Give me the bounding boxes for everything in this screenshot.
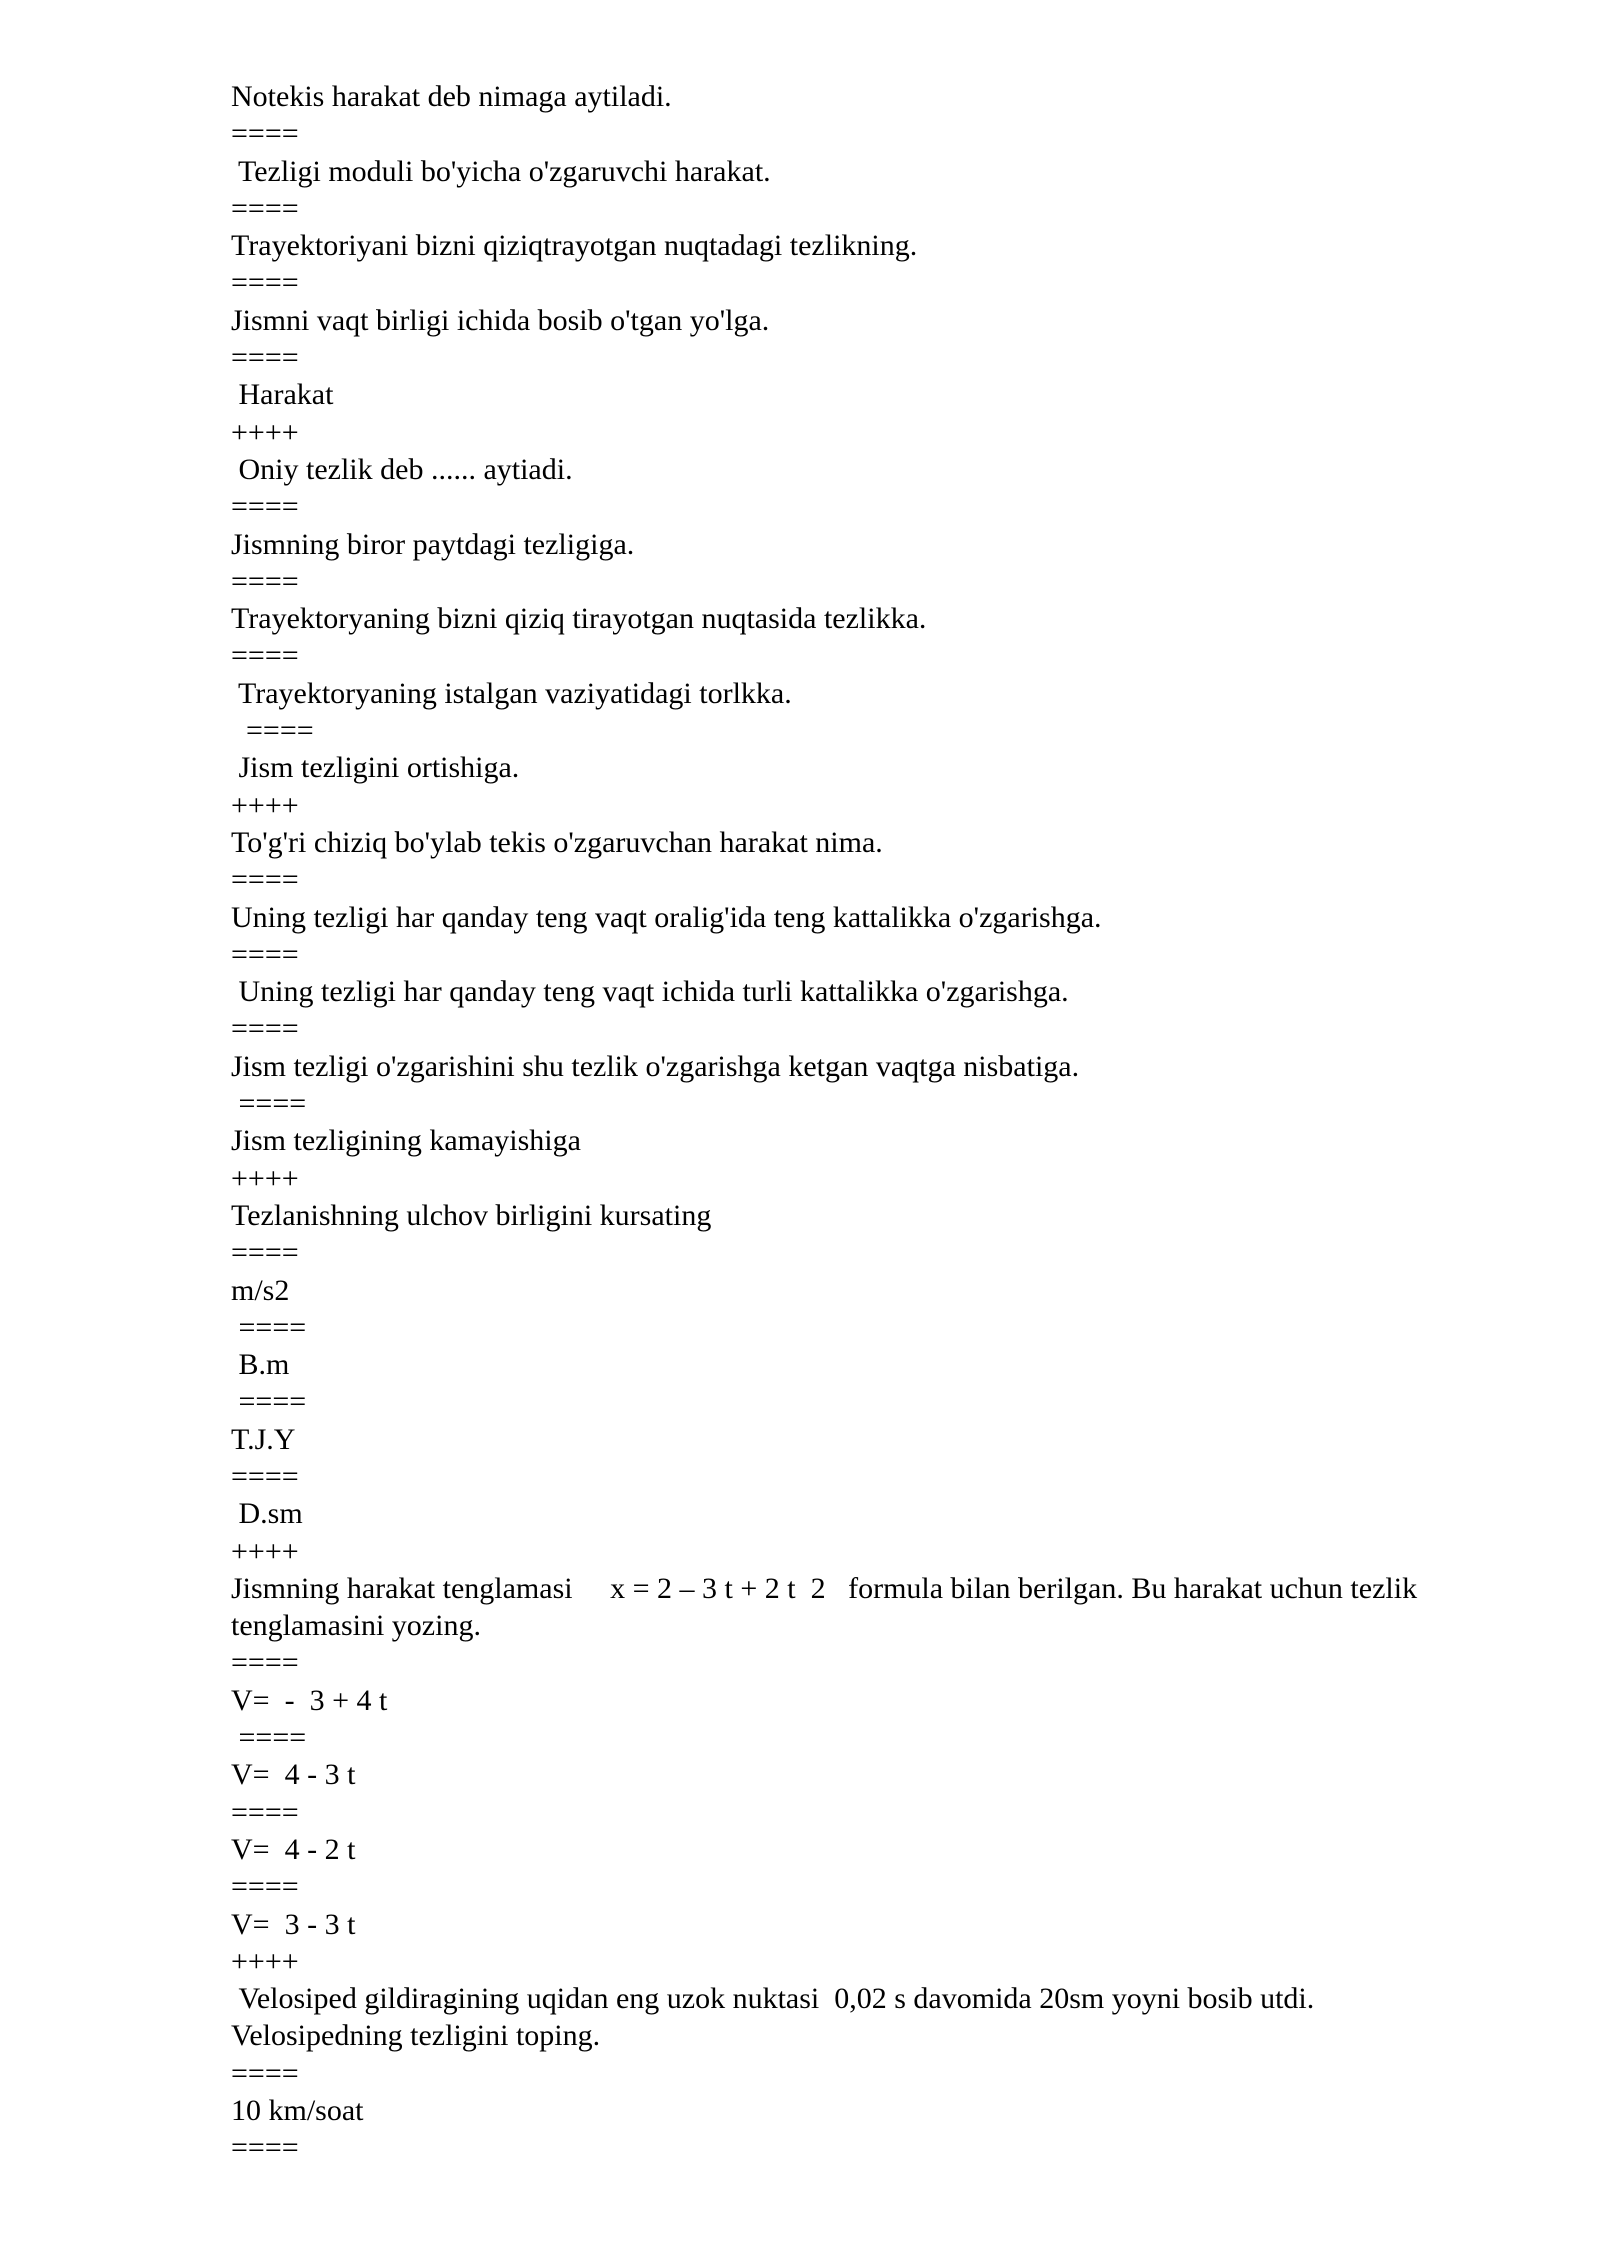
option-separator: ==== bbox=[231, 1385, 307, 1419]
option-separator: ==== bbox=[231, 937, 299, 971]
option-separator: ==== bbox=[231, 2056, 299, 2090]
answer-option: Harakat bbox=[231, 378, 334, 412]
answer-option: Jism tezligi o'zgarishini shu tezlik o'zgarishga ketgan vaqtga nisbatiga. bbox=[231, 1049, 1080, 1083]
answer-option: Jismning biror paytdagi tezligiga. bbox=[231, 527, 635, 561]
answer-option: V= - 3 + 4 t bbox=[231, 1683, 388, 1717]
option-separator: ==== bbox=[231, 490, 299, 524]
question-separator: ++++ bbox=[231, 788, 299, 822]
option-separator: ==== bbox=[231, 266, 299, 300]
document-body bbox=[231, 78, 1461, 2167]
answer-option: D.sm bbox=[231, 1497, 303, 1531]
option-separator: ==== bbox=[231, 341, 299, 375]
question-text: To'g'ri chiziq bo'ylab tekis o'zgaruvchan harakat nima. bbox=[231, 825, 883, 859]
answer-option: Trayektoryaning bizni qiziq tirayotgan nuqtasida tezlikka. bbox=[231, 602, 927, 636]
answer-option: 10 km/soat bbox=[231, 2094, 364, 2128]
question-separator: ++++ bbox=[231, 415, 299, 449]
option-separator: ==== bbox=[231, 863, 299, 897]
answer-option: Trayektoriyani bizni qiziqtrayotgan nuqtadagi tezlikning. bbox=[231, 229, 918, 263]
option-separator: ==== bbox=[231, 639, 299, 673]
option-separator: ==== bbox=[231, 1870, 299, 1904]
option-separator: ==== bbox=[231, 2131, 299, 2165]
question-separator: ++++ bbox=[231, 1534, 299, 1568]
answer-option: Jism tezligining kamayishiga bbox=[231, 1124, 581, 1158]
question-text: Jismning harakat tenglamasi x = 2 – 3 t + 2 t 2 formula bilan berilgan. Bu harakat uchun tezlik tenglamasini yozing. bbox=[231, 1571, 1425, 1643]
option-separator: ==== bbox=[231, 1087, 307, 1121]
option-separator: ==== bbox=[231, 1721, 307, 1755]
option-separator: ==== bbox=[231, 1310, 307, 1344]
answer-option: Jismni vaqt birligi ichida bosib o'tgan yo'lga. bbox=[231, 303, 770, 337]
answer-option: V= 4 - 2 t bbox=[231, 1832, 356, 1866]
option-separator: ==== bbox=[231, 714, 314, 748]
answer-option: V= 3 - 3 t bbox=[231, 1907, 356, 1941]
answer-option: m/s2 bbox=[231, 1273, 290, 1307]
answer-option: V= 4 - 3 t bbox=[231, 1758, 356, 1792]
question-text: Oniy tezlik deb ...... aytiadi. bbox=[231, 452, 573, 486]
option-separator: ==== bbox=[231, 1236, 299, 1270]
question-text: Velosiped gildiragining uqidan eng uzok nuktasi 0,02 s davomida 20sm yoyni bosib utdi. Velosipedning tezligini toping. bbox=[231, 1982, 1322, 2053]
answer-option: Uning tezligi har qanday teng vaqt ichida turli kattalikka o'zgarishga. bbox=[231, 975, 1069, 1009]
answer-option: Trayektoryaning istalgan vaziyatidagi torlkka. bbox=[231, 676, 792, 710]
question-separator: ++++ bbox=[231, 1161, 299, 1195]
answer-option: B.m bbox=[231, 1348, 290, 1382]
option-separator: ==== bbox=[231, 1459, 299, 1493]
option-separator: ==== bbox=[231, 117, 299, 151]
answer-option: T.J.Y bbox=[231, 1422, 296, 1456]
question-text: Notekis harakat deb nimaga aytiladi. bbox=[231, 80, 672, 113]
question-text: Tezlanishning ulchov birligini kursating bbox=[231, 1198, 712, 1232]
answer-option: Jism tezligini ortishiga. bbox=[231, 751, 520, 785]
option-separator: ==== bbox=[231, 1012, 299, 1046]
answer-option: Tezligi moduli bo'yicha o'zgaruvchi harakat. bbox=[231, 154, 771, 188]
answer-option: Uning tezligi har qanday teng vaqt oralig'ida teng kattalikka o'zgarishga. bbox=[231, 900, 1102, 934]
option-separator: ==== bbox=[231, 191, 299, 225]
option-separator: ==== bbox=[231, 1795, 299, 1829]
option-separator: ==== bbox=[231, 1646, 299, 1680]
question-separator: ++++ bbox=[231, 1944, 299, 1978]
option-separator: ==== bbox=[231, 564, 299, 598]
